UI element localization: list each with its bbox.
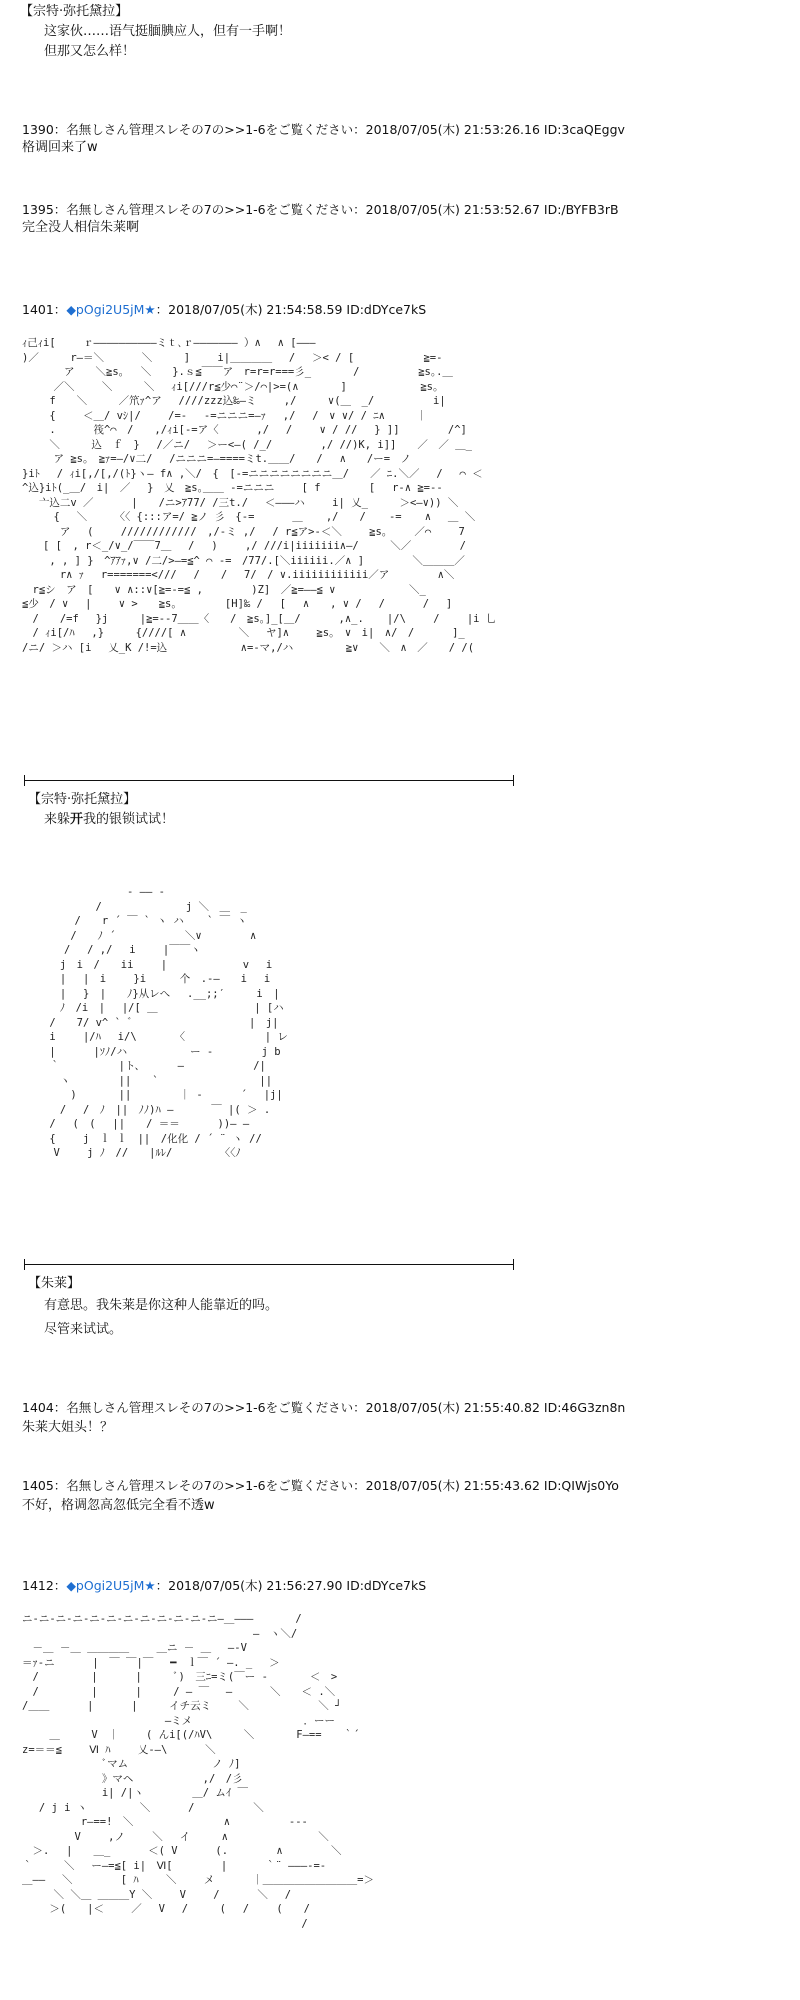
- post-meta: ：2018/07/05(木) 21:54:58.59 ID:dDYce7kS: [155, 302, 427, 317]
- ascii-art-character: - ―― - / j ＼ ＿ _ / r ´ ￣ ` ヽ ハ ` ￣ ヽ / ﾉ ´ ＼∨ ∧ / / ,/ i |￣￣ヽ j i / ii | v i | | i }i 个 .-― i i | } | ﾉ}从レへ .__;;′ i | ﾉ /i | |/[ ＿ | [ハ / 7/ v^ ` ゛ | j| i |/ﾊ i/\ 〈 | レ | |ｿﾉ/ハ ー - j b ｀ |ト、 ― /| ヽ || ` || ) || ｜ - ´ |j| / / ﾉ || ﾉﾉ)ﾊ ― ￣ |( ＞ . / ( ( || / ＝＝ ))― ― { j ｌ ｌ || /化化 / ´ ¨ ヽ // V j ﾉ // |ﾙﾚ/ 〈〈ﾉ: [49, 886, 288, 1159]
- post-number: 1412：: [22, 1578, 67, 1593]
- post-text-line: 尽管来试试。: [44, 1322, 123, 1337]
- post-body: 不好，格调忽高忽低完全看不透w: [22, 1498, 215, 1513]
- post-body: 完全没人相信朱莱啊: [22, 220, 140, 235]
- post-number: 1401：: [22, 302, 67, 317]
- post-body: 朱莱大姐头！？: [22, 1420, 114, 1435]
- divider-tick: [24, 1259, 25, 1270]
- section-divider: [24, 1264, 514, 1265]
- divider-tick: [513, 775, 514, 786]
- speaker-label: 【宗特·弥托黛拉】: [20, 4, 129, 19]
- speaker-label: 【朱莱】: [28, 1276, 81, 1291]
- text-fragment: 来躲: [44, 812, 71, 827]
- post-body: 格调回来了w: [22, 140, 98, 155]
- speaker-label: 【宗特·弥托黛拉】: [28, 792, 137, 807]
- post-header: 1395：名無しさん管理スレその7の>>1-6をご覧ください：2018/07/05(木) 21:53:52.67 ID:/BYFB3rB: [22, 202, 619, 217]
- star-icon: ★: [144, 302, 156, 317]
- ascii-art-battle: ｨ己ｨi[ ｒ――――――――――ミｔ､ｒ――――――― ）∧ ∧ [――― )／ r―＝＼ ＼ ] i|＿＿＿＿ / ＞< / [ ≧=- ア ＼≧s｡ ＼ }.ｓ≦￣￣ア r=r=r===彡_ / ≧s｡.＿ ／＼ ＼ ＼ ｨi[///r≦少⌒¨＞/⌒|>=(∧ ] ≧s｡ f ＼ ／笊ｧ^ア ////zzz込‰―ミ ,/ ∨(＿ _/ i| { ＜＿/ vｼ|/ /=- -=ニニニ=―ｧ ,/ / ∨ ∨/ / ﾆ∧ ｜ . 筏^⌒ / ,/ｨi[-=ア〈 ,/ / ∨ / // } ]] /^] ＼ 込 ｆ } /／ニ/ ＞ー<―( /_/ ,/ //)K, i]] ／ ／ ＿_ ア ≧s｡ ≧ｧ=―/∨二/ /ニニニ=―====ミt.＿＿/ / ∧ /ー= ノ }iﾄ / ｨi[,/[,/(ﾄ}ヽ― f∧ ,＼/ { [-=ニニニニニニニニ＿/ ／ ﾆ.＼／ / ⌒ ＜ ^込}iﾄ(_＿/ i| ／ } 乂 ≧s｡＿＿ -=ニニニ [ f [ r-∧ ≧=-‐ 亠込二v ／ | /ニ>ｱ77/ /三t./ ＜―――ハ i| 乂_ ＞<―∨)) ＼ { ＼ 〈〈 {:::ア=/ ≧ノ 彡 {-= ＿ ,/ / -= ∧ ＿ ＼ ア ( //////////// ,/-ミ ,/ / r≦ア>-＜＼ ≧s｡ ／⌒ 7 [ [ , r＜_/∨_/￣￣7＿ / ) ,/ ///i|iiiiiii∧―/ ＼／ / , , ] } ^ｱｱｧ,∨ /二/>―=≦^ ⌒ -= /77/.[＼iiiiii.／∧ ] ＼＿＿＿／ r∧ ｧ r=======</// / / 7/ / ∨.iiiiiiiiiiii／ア ∧＼ r≦シ ア [ ∨ ∧::∨[≧=-=≦ , )Z] ／≧=――≦ ∨ ＼_ ≦少 / ∨ | ∨ > ≧s｡ [H]‰ / [ ∧ , ∨ / / / ] / /=f }j |≧=--7＿＿〈 / ≧s｡]_[＿/ ,∧_. |/\ / |i 乚 / ｨi[/ﾊ ,} {////[ ∧ ＼ ヤ]∧ ≧s｡ ∨ i| ∧/ / ]_ /ニ/ ＞ハ [i 乂_K /!=込 ∧=-マ,/ハ ≧∨ ＼ ∧ ／ / /(: [22, 337, 497, 654]
- post-text-line: 但那又怎么样！: [44, 44, 136, 59]
- post-header: [22, 1576, 426, 1594]
- star-icon: ★: [144, 1578, 156, 1593]
- post-header: 1390：名無しさん管理スレその7の>>1-6をご覧ください：2018/07/05(木) 21:53:26.16 ID:3caQEggv: [22, 122, 625, 137]
- post-meta: ：2018/07/05(木) 21:56:27.90 ID:dDYce7kS: [155, 1578, 427, 1593]
- ascii-art-scene: ニ-ニ-ニ-ニ-ニ-ニ-ニ-ニ-ニ-ニ-ニ‐ニ―＿――― / ― ヽ＼/ －＿ －＿ ＿＿＿＿ ＿ニ － ＿ ―-V ＝ｧ-ニ | ￣ ￣|￣ ━ ｌ￣ ´ ―. _ ＞ / | | ﾞ) 三ﾆ=ミ(￣ー - ＜ > / | | / ― ￣ ― ＼ ＜ .＼ /＿＿ | | イチ云ミ ＼ ＼ ┘ ―ミメ ．ーー ＿ V ｜ ( んi[(/ﾊV\ ＼ F―== ｀´ z=＝＝≦ Ⅵ ﾊ 乂-―\ ＼ ﾞマム ノ ﾉ] 》マヘ ,/ /彡 i| /|ヽ ＿/ ムｲ ￣ / j i ヽ ＼ / ＼ r―==! ＼ ∧ --- V ,ノ ＼ イ ∧ ＼ ＞. | ＿_ ＜( V (. ∧ ＼ ｀ ＼ ー―=≦[ i| Ⅵ[ | ｀¨ ―――-=- ＿―― ＼ [ ﾊ ＼ メ ｜＿＿＿＿＿＿＿＿＿=＞ ＼ ＼＿ ＿＿＿Y ＼ V / ＼ / ＞( |＜ ／ V / ( / ( / /: [22, 1613, 374, 1930]
- section-divider: [24, 780, 514, 781]
- post-header: 1404：名無しさん管理スレその7の>>1-6をご覧ください：2018/07/05(木) 21:55:40.82 ID:46G3zn8n: [22, 1400, 626, 1415]
- post-header: 1405：名無しさん管理スレその7の>>1-6をご覧ください：2018/07/05(木) 21:55:43.62 ID:QIWjs0Yo: [22, 1478, 619, 1493]
- text-fragment: 我的银锁试试！: [83, 812, 175, 827]
- trip-code-link[interactable]: ◆pOgi2U5jM: [66, 1578, 145, 1593]
- divider-tick: [513, 1259, 514, 1270]
- divider-tick: [24, 775, 25, 786]
- post-text-line: 这家伙……语气挺腼腆应人，但有一手啊！: [44, 24, 292, 39]
- bold-text-fragment: 开: [70, 812, 84, 827]
- post-header: [22, 300, 426, 318]
- trip-code-link[interactable]: ◆pOgi2U5jM: [66, 302, 145, 317]
- post-text-line: [22, 810, 174, 830]
- post-text-line: 有意思。我朱莱是你这种人能靠近的吗。: [44, 1298, 279, 1313]
